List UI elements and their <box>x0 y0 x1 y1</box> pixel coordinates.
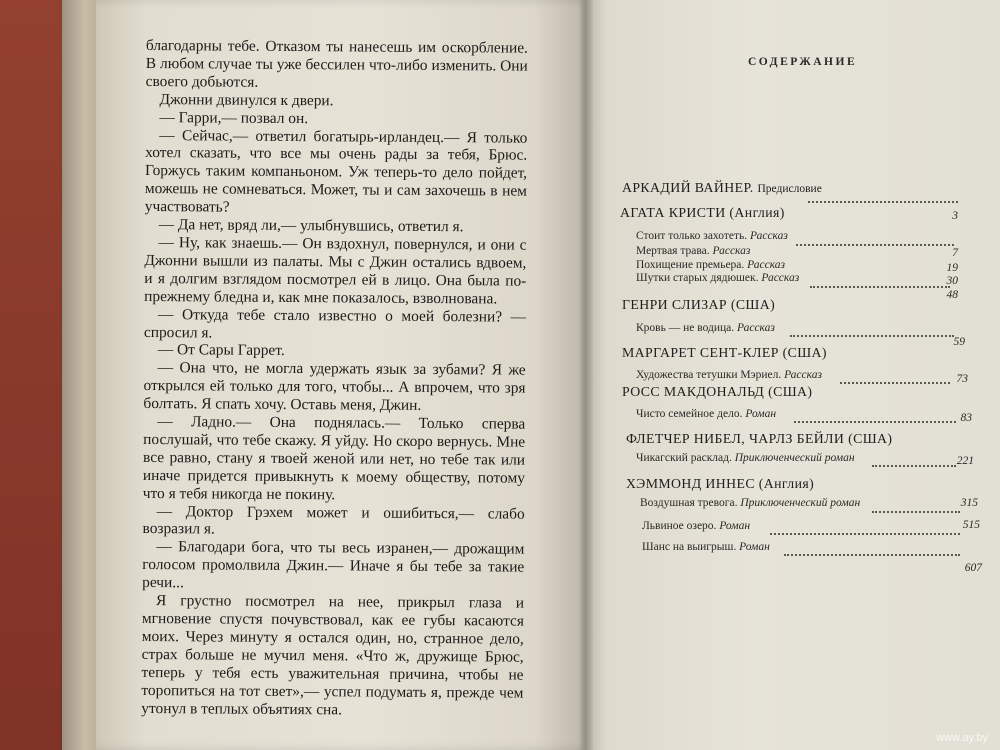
toc-page-number: 315 <box>960 497 978 509</box>
toc-leader-dots <box>872 511 960 513</box>
toc-page-number: 3 <box>952 210 958 222</box>
toc-leader-dots <box>770 533 960 535</box>
paragraph: — Благодари бога, что ты весь изранен,— дрожащим голосом промолвила Джин.— Иначе я бы тебе за такие речи... <box>142 538 525 592</box>
toc-entry: Шанс на выигрыш. Роман <box>642 541 770 553</box>
toc-entry: Шутки старых дядюшек. Рассказ <box>636 272 800 284</box>
paragraph: — Да нет, вряд ли,— улыбнувшись, ответил я. <box>158 216 464 236</box>
paragraph: — Ладно.— Она поднялась.— Только сперва послушай, что тебе скажу. Я уйду. Но скоро вернусь. Мне все равно, стану я твоей женой или нет, но тебе так или иначе придется привыкнуть к моему обществу, потому что я тебя никогда не покину. <box>142 413 526 503</box>
toc-page-number: 59 <box>953 336 965 348</box>
toc-author: ГЕНРИ СЛИЗАР (США) <box>622 297 776 312</box>
toc-entry: Львиное озеро. Роман <box>642 520 751 532</box>
toc-leader-dots <box>808 201 958 203</box>
toc-entry: Чисто семейное дело. Роман <box>636 408 777 420</box>
toc-page-number: 19 <box>946 262 958 274</box>
toc-page-number: 83 <box>960 412 972 424</box>
toc-entry: Кровь — не водица. Рассказ <box>636 322 775 334</box>
toc-author: ХЭММОНД ИННЕС (Англия) <box>626 476 815 491</box>
paragraph: — Гарри,— позвал он. <box>159 108 309 127</box>
toc-page-number: 73 <box>956 373 968 385</box>
paragraph: — Ну, как знаешь.— Он вздохнул, повернулся, и они с Джонни вышли из палаты. Мы с Джин остались вдвоем, и я долгим взглядом посмотрел ей в лицо. Она была по-прежнему бледна и, как мне показалось, взволнована. <box>144 234 527 308</box>
paragraph: — Сейчас,— ответил богатырь-ирландец.— Я только хотел сказать, что все мы очень рады за тебя, Брюс. Горжусь таким компаньоном. Уж теперь-то дело пойдет, можешь не сомневаться. Может, ты и сам захочешь в нем участвовать? <box>144 126 528 216</box>
paragraph: Я грустно посмотрел на нее, прикрыл глаза и мгновение спустя почувствовал, как ее губы касаются моих. Через минуту я остался один, но, странное дело, страх больше не мучил меня. «Что ж, дружище Брюс, теперь у тебя есть уважительная причина, чтобы не торопиться на тот свет»,— успел подумать я, прежде чем утонул в теплых объятиях сна. <box>141 592 525 718</box>
toc-leader-dots <box>784 554 960 556</box>
toc-entry: Мертвая трава. Рассказ <box>636 245 751 257</box>
paragraph: благодарны тебе. Отказом ты нанесешь им оскорбление. В любом случае ты уже бессилен что-либо изменить. Они своего добьются. <box>145 37 528 91</box>
toc-entry: Похищение премьера. Рассказ <box>636 259 786 271</box>
toc-page-number: 607 <box>964 562 982 574</box>
paragraph: Джонни двинулся к двери. <box>159 90 334 110</box>
toc-page-number: 30 <box>946 275 958 287</box>
toc-author: ФЛЕТЧЕР НИБЕЛ, ЧАРЛЗ БЕЙЛИ (США) <box>626 431 893 446</box>
toc-entry: Стоит только захотеть. Рассказ <box>636 230 788 242</box>
toc-page-number: 48 <box>946 289 958 301</box>
paragraph: — От Сары Гаррет. <box>157 341 285 360</box>
toc-author: АРКАДИЙ ВАЙНЕР. Предисловие <box>622 180 822 195</box>
toc-page-number: 515 <box>962 519 980 531</box>
toc-author: РОСС МАКДОНАЛЬД (США) <box>622 384 813 399</box>
toc-entry: Чикагский расклад. Приключенческий роман <box>636 452 855 464</box>
toc-entry-title: Предисловие <box>757 183 822 195</box>
toc-entry: Художества тетушки Мэриел. Рассказ <box>636 369 822 381</box>
toc-author: АГАТА КРИСТИ (Англия) <box>620 205 785 220</box>
toc-leader-dots <box>796 244 954 246</box>
paragraph: — Откуда тебе стало известно о моей болезни? — спросил я. <box>143 305 527 341</box>
paragraph: — Она что, не могла удержать язык за зубами? Я же открылся ей только для того, чтобы... А впрочем, что зря болтать. Я спать хочу. Оставь меня, Джин. <box>143 359 526 415</box>
toc-author: МАРГАРЕТ СЕНТ-КЛЕР (США) <box>622 345 827 360</box>
toc-heading: СОДЕРЖАНИЕ <box>748 56 858 68</box>
toc-entry: Воздушная тревога. Приключенческий роман <box>640 497 861 509</box>
watermark: www.ay.by <box>936 732 988 744</box>
paragraph: — Доктор Грэхем может и ошибиться,— слабо возразил я. <box>142 502 525 538</box>
toc-page-number: 7 <box>952 247 958 259</box>
toc-page-number: 221 <box>956 455 974 467</box>
